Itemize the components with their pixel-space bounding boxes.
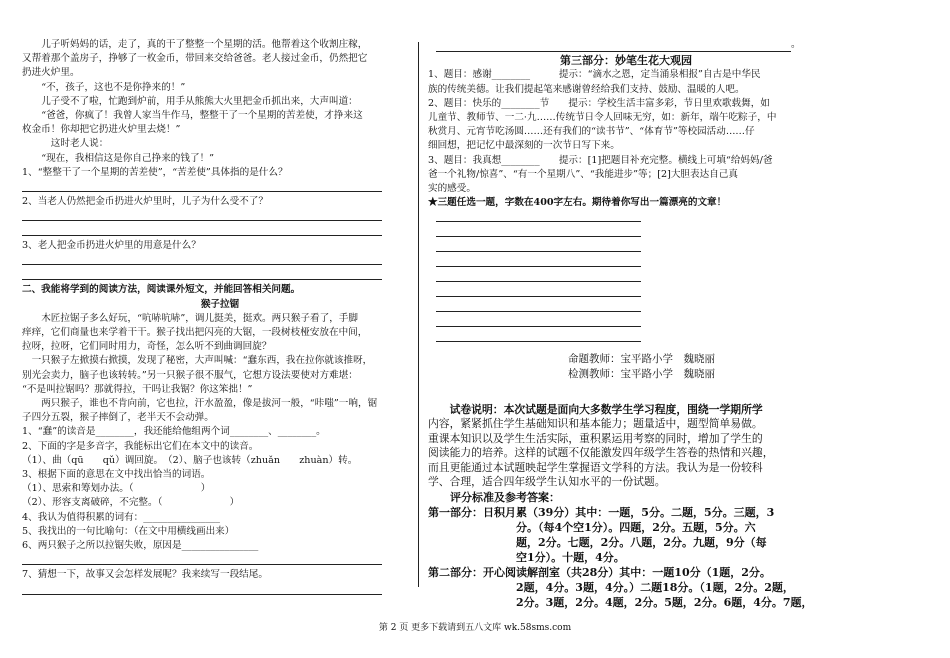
section-2-heading: 二、我能将学到的阅读方法，阅读课外短文，并能回答相关问题。 [22, 284, 301, 296]
question-2-3: 3、根据下面的意思在文中找出恰当的词语。 [22, 469, 211, 481]
question-2-2-options: （1）、曲（qū qǔ）调回旋。 （2）、脑子也该转（zhuǎn zhuàn）转。 [22, 454, 358, 466]
period-mark: 。 [791, 39, 801, 50]
writing-line[interactable] [436, 225, 641, 237]
story1-line: 扔进火炉里。 [22, 67, 80, 79]
story1-line: 枚金币！你却把它扔进火炉里去烧！” [22, 124, 181, 136]
answer-line[interactable] [22, 583, 382, 595]
prompt-line: 秋赏月、元宵节吃汤圆……还有我们的“读书节”、“体育节”等校园活动……仔 [428, 126, 755, 138]
story2-line: “不是叫拉锯吗？那就得拉，干吗让我锯？你这笨拙！” [22, 383, 253, 395]
writing-task: ★三题任选一题，字数在400字左右。期待着你写出一篇漂亮的文章！ [428, 197, 727, 209]
question-2-2: 2、下面的字是多音字，我能标出它们在本文中的读音。 [22, 440, 259, 452]
explanation-line: 内容，紧紧抓住学生基础知识和基本能力；题量适中，题型简单易做。 [428, 417, 763, 431]
story2-line: 木匠拉锯子多么好玩，“吭哧吭哧”，调儿挺美，挺欢。两只猴子看了，手脚 [41, 312, 358, 324]
writing-line[interactable] [436, 210, 641, 222]
answer-line[interactable] [22, 180, 382, 192]
answer-line[interactable] [22, 268, 382, 280]
explanation-line [428, 403, 824, 418]
story1-line: “现在，我相信这是你自己挣来的钱了！” [41, 152, 215, 164]
prompt-line: 爸一个礼物/惊喜”、“有一个星期八”、“我能进步”等；[2]大胆表达自己真 [428, 168, 738, 180]
answer-line[interactable] [22, 253, 382, 265]
writing-line[interactable] [436, 285, 641, 297]
explanation-first: 试卷说明：本次试题是面向大多数学生学习程度，围绕一学期所学 [449, 402, 763, 416]
prompt-line: 3、题目：我真想________ 提示：[1]把题目补充完整。横线上可填“给妈妈/爸 [428, 154, 773, 166]
question-2-5: 5、我找出的一句比喻句：（在文中用横线画出来） [22, 525, 235, 537]
story2-line: 痒痒，它们商量也来学着干干。猴子找出把闪亮的大锯，一段树枝桠安放在中间， [22, 327, 368, 339]
question-1-1: 1、“整整干了一个星期的苦差使”，“苦差使”具体指的是什么？ [22, 166, 288, 178]
explanation-line: 重课本知识以及学生生活实际，重积累运用考察的同时，增加了学生的 [428, 431, 763, 445]
answer-line[interactable] [22, 553, 382, 565]
right-column [428, 38, 824, 610]
question-1-3: 3、老人把金币扔进火炉里的用意是什么？ [22, 240, 201, 252]
writing-line[interactable] [436, 300, 641, 312]
continued-answer-line [428, 38, 824, 52]
scoring-line: 第一部分：日积月累（39分）其中：一题，5分。二题，5分。三题，3 [428, 505, 775, 519]
scoring-line: 2题，4分。3题，4分。）二题18分。（1题，2分。2题， [516, 580, 794, 594]
story2-line: 两只猴子，谁也不肯向前，它也拉，汗水盈盈，像是拔河一般，“咔嗤”一响，锯 [41, 398, 378, 410]
setter-teacher: 命题教师：宝平路小学 魏晓丽 [568, 353, 715, 366]
checker-teacher: 检测教师：宝平路小学 魏晓丽 [568, 367, 715, 380]
column-divider [418, 42, 419, 587]
answer-line[interactable] [22, 209, 382, 221]
answer-line[interactable] [436, 40, 791, 52]
writing-line[interactable] [436, 255, 641, 267]
answer-line[interactable] [22, 224, 382, 236]
prompt-line: 细回想，把记忆中最深刻的一次节日写下来。 [428, 140, 620, 152]
left-column [22, 38, 418, 598]
question-1-2: 2、当老人仍然把金币扔进火炉里时，儿子为什么受不了？ [22, 196, 268, 208]
scoring-title: 评分标准及参考答案： [450, 490, 560, 504]
scoring-line: 第二部分：开心阅读解剖室（共28分）其中：一题10分（1题，2分。 [428, 565, 771, 579]
story2-line: 一只猴子左掀摸右掀摸，发现了秘密，大声叫喊：“蠢东西，我在拉你就该推呀， [31, 355, 373, 367]
page-footer: 第 2 页 更多下载请到五八文库 wk.58sms.com [378, 623, 572, 633]
explanation-line: 学、合理，适合四年级学生认知水平的一份试题。 [428, 475, 666, 489]
question-2-7: 7、猜想一下，故事又会怎样发展呢？我来续写一段结尾。 [22, 569, 268, 581]
story1-line: 儿子受不了啦，忙跑到炉前，用手从熊熊大火里把金币抓出来，大声叫道： [41, 95, 358, 107]
story1-line: 儿子听妈妈的话，走了，真的干了整整一个星期的活。他帮着这个收割庄稼， [41, 39, 368, 50]
writing-line[interactable] [436, 240, 641, 252]
story2-line: 拉呀，拉呀，它们同时用力，奇怪，怎么听不到曲调回旋？ [22, 341, 272, 353]
scoring-line: 2分。3题，2分。4题，2分。5题，2分。6题，4分。7题， [516, 595, 813, 609]
question-2-6: 6、两只猴子之所以拉锯失败，原因是________________ [22, 540, 259, 552]
writing-line[interactable] [436, 270, 641, 282]
story1-line: 这时老人说： [50, 138, 109, 150]
scoring-line: 分。（每4个空1分）。四题，2分。五题，5分。六 [516, 520, 756, 534]
question-2-4: 4、我认为值得积累的词有：________________ [22, 511, 220, 523]
explanation-line: 而且更能通过本试题映起学生掌握语文学科的方法。我认为是一份较科 [428, 460, 763, 474]
story1-line: 又帮着那个盖房子，挣够了一枚金币，带回来交给爸爸。老人接过金币，仍然把它 [22, 53, 368, 65]
prompt-line: 儿童节、教师节、一二·九……传统节日令人回味无穷，如：新年，端午吃粽子，中 [428, 112, 777, 124]
prompt-line: 1、题目：感谢________ 提示：“滴水之恩，定当涌泉相报”自古是中华民 [428, 69, 761, 81]
explanation-line: 阅读能力的培养。这样的试题不仅能激发四年级学生答卷的热情和兴趣， [428, 446, 774, 460]
story2-line: 别光会卖力，脑子也该转转。”另一只猴子很不服气，它想方设法要使对方难堪： [22, 369, 358, 381]
prompt-line: 实的感受。 [428, 183, 476, 195]
scoring-line: 空1分）。十题，4分。 [516, 550, 625, 564]
story2-line: 子四分五裂，猴子摔倒了，老半天不会动弹。 [22, 412, 214, 424]
question-2-3-b: （2）、形容支离破碎，不完整。（ ） [22, 497, 240, 509]
writing-line[interactable] [436, 315, 641, 327]
story2-title: 猴子拉锯 [200, 298, 240, 310]
question-2-3-a: （1）、思索和筹划办法。（ ） [22, 483, 211, 495]
scoring-line: 题，2分。七题，2分。八题，2分。九题，9分（每 [516, 535, 767, 549]
writing-line[interactable] [436, 330, 641, 342]
story1-line: “不，孩子，这也不是你挣来的！” [41, 81, 186, 93]
question-2-1: 1、“蠢”的读音是________，我还能给他组两个词________、________。 [22, 426, 326, 438]
story1-line: “爸爸，你疯了！我曾人家当牛作马，整整干了一个星期的苦差使，才挣来这 [41, 110, 363, 122]
section-3-title: 第三部分：妙笔生花大观园 [560, 54, 692, 68]
prompt-line: 2、题目：快乐的________节 提示：学校生活丰富多彩，节日里欢歌载舞，如 [428, 97, 770, 109]
exam-explanation [428, 403, 824, 490]
prompt-line: 族的传统美德。让我们提起笔来感谢曾经给我们支持、鼓励、温暖的人吧。 [428, 83, 745, 95]
